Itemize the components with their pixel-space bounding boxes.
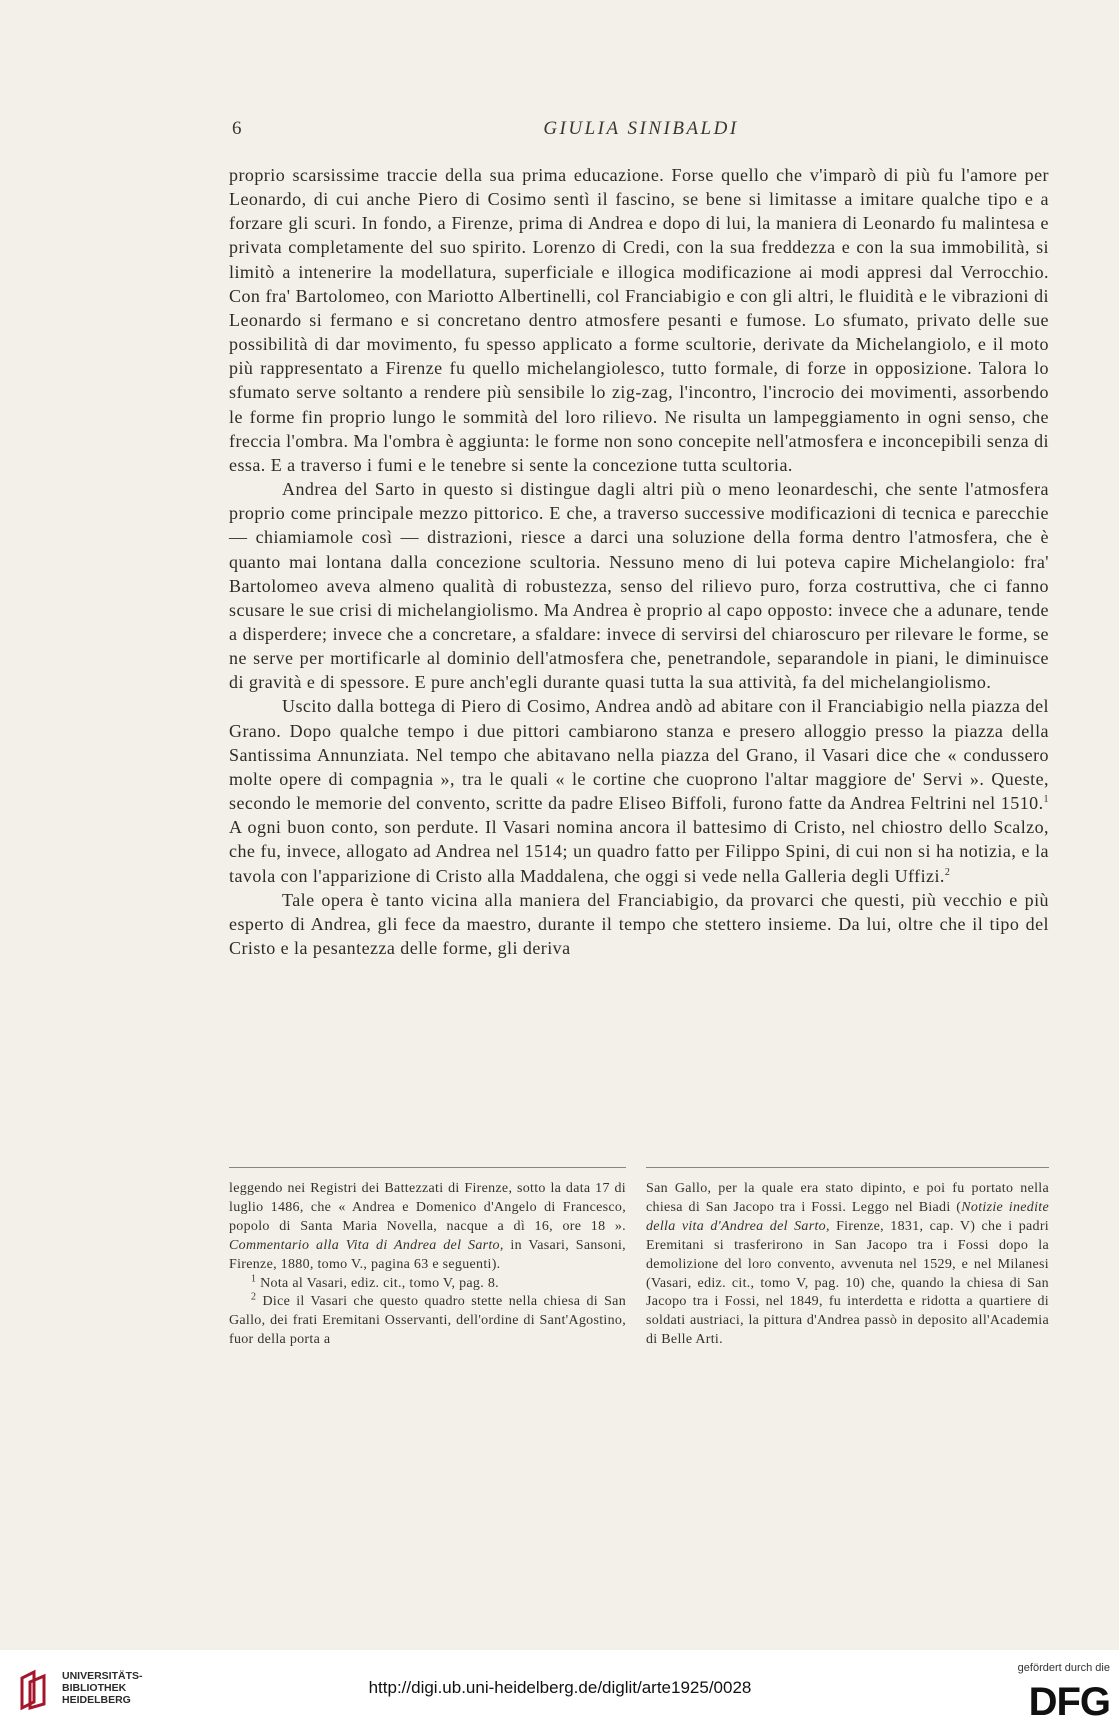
note-mark: 1 [1043,794,1049,806]
footnote-rule-right [646,1167,1049,1168]
footnote-rule-left [229,1167,626,1168]
paragraph: Andrea del Sarto in questo si distingue dagli altri più o meno leonardeschi, che sente l'atmosfera proprio come principale mezzo pittorico. E che, a traverso successive modificazioni di tecnica e parecchie — chiamiamole così — distrazioni, riesce a darci una soluzione della forma dentro l'atmosfera, che è quanto mai lontana dalla concezione scultoria. Nessuno meno di lui poteva capire Michelangiolo: fra' Bartolomeo aveva almeno qualità di robustezza, senso del rilievo puro, forza costruttiva, che ci fanno scusare le sue crisi di michelangiolismo. Ma Andrea è proprio al capo opposto: invece che a adunare, tende a disperdere; invece che a concretare, a sfaldare: invece di servirsi del chiaroscuro per rilevare le forme, se ne serve per mortificarle al dominio dell'atmosfera che, penetrandole, separandole in piani, le diminuisce di gravità e di spessore. E pure anch'egli durante quasi tutta la sua attività, fa del michelangiolismo. [229,479,1049,693]
paragraph: Tale opera è tanto vicina alla maniera del Franciabigio, da provarci che questi, più vecchio e più esperto di Andrea, gli fece da maestro, durante il tempo che stettero insieme. Da lui, oltre che il tipo del Cristo e la pesantezza delle forme, gli deriva [229,889,1049,958]
library-line: BIBLIOTHEK [62,1682,127,1694]
footnote-continuation [229,1180,626,1275]
main-text [229,163,1049,960]
footnotes-left-column [229,1180,626,1350]
footnotes-right-column [646,1180,1049,1350]
paragraph-text: A ogni buon conto, son perdute. Il Vasari nomina ancora il battesimo di Cristo, nel chiostro dello Scalzo, che fu, invece, allogato ad Andrea nel 1514; un quadro fatto per Filippo Spini, di cui non si ha notizia, e la tavola con l'apparizione di Cristo alla Maddalena, che oggi si vede nella Galleria degli Uffizi. [229,817,1049,886]
library-line: UNIVERSITÄTS- [62,1670,143,1682]
paragraph-text: Uscito dalla bottega di Piero di Cosimo, Andrea andò ad abitare con il Franciabigio nella piazza del Grano. Dopo qualche tempo i due pittori cambiarono stanza e presero alloggio presso la piazza della Santissima Annunziata. Nel tempo che abitavano nella piazza del Grano, il Vasari dice che « condussero molte opere di compagnia », tra le quali « le cortine che cuoprono l'altar maggiore de' Servi ». Queste, secondo le memorie del convento, scritte da padre Eliseo Biffoli, furono fatte da Andrea Feltrini nel 1510. [229,696,1049,814]
library-line: HEIDELBERG [62,1694,131,1706]
page-header [232,118,1050,148]
footnote-mark: 2 [251,1291,257,1303]
page-number: 6 [232,118,242,139]
footnote-text: San Gallo, per la quale era stato dipinto, e poi fu portato nella chiesa di San Jacopo tra i Fossi. Leggo nel Biadi ( [646,1181,1049,1215]
footnote-text: Nota al Vasari, ediz. cit., tomo V, pag. 8. [260,1275,499,1291]
permalink-url[interactable]: http://digi.ub.uni-heidelberg.de/diglit/arte1925/0028 [368,1678,752,1697]
footnote-mark: 1 [251,1272,257,1284]
footnote-1 [229,1272,626,1294]
footnote-text: leggendo nei Registri dei Battezzati di Firenze, sotto la data 17 di luglio 1486, che « Andrea e Domenico d'Angelo di Francesco, popolo di Santa Maria Novella, nacque a dì 16, ore 18 ». [229,1181,626,1234]
footnote-2 [229,1293,626,1350]
footnote-title: Notizie inedite della vita d'Andrea del Sarto, [646,1199,1049,1234]
funding-caption: gefördert durch die [1017,1662,1110,1674]
paragraph: proprio scarsissime traccie della sua prima educazione. Forse quello che v'imparò di più fu l'amore per Leonardo, di cui anche Piero di Cosimo sentì il fascino, se bene si limitasse a imitare qualche tipo e a forzare gli scuri. In fondo, a Firenze, prima di Andrea e dopo di lui, la maniera di Leonardo fu malintesa e privata completamente del suo spirito. Lorenzo di Credi, con la sua freddezza e con la sua immobilità, si limitò a intenerire la modellatura, superficiale e illogica modificazione ai modi appresi dal Verrocchio. Con fra' Bartolomeo, con Mariotto Albertinelli, col Franciabigio e con gli altri, le fluidità e le vibrazioni di Leonardo si fermano e si concretano dentro atmosfere pesanti e fumose. Lo sfumato, privato delle sue possibilità di dar movimento, fu spesso applicato a forme scultorie, derivate da Michelangiolo, e il moto più rappresentato a Firenze fu quello michelangiolesco, tutto formale, di forze in opposizione. Talora lo sfumato serve soltanto a rendere più sensibile lo zig-zag, l'incontro, l'incrocio dei movimenti, assorbendo le forme fin proprio lungo le sommità del loro rilievo. Ne risulta un lampeggiamento in ogni senso, che freccia l'ombra. Ma l'ombra è aggiunta: le forme non sono concepite nell'atmosfera e inconcepibili senza di essa. E a traverso i fumi e le tenebre si sente la concezione tutta scultoria. [229,165,1049,475]
university-library-name [62,1670,143,1706]
note-mark: 2 [944,866,951,878]
footnote-title: Commentario alla Vita di Andrea del Sarto, [229,1237,504,1253]
paragraph [229,694,1049,887]
footnote-text: in Vasari, Sansoni, Firenze, 1880, tomo V., pagina 63 e seguenti). [229,1237,626,1272]
footnote-text: Firenze, 1831, cap. V) che i padri Eremitani si trasferirono in San Jacopo tra i Fossi dopo la demolizione del loro convento, avvenuta nel 1529, e nel Milanesi (Vasari, ediz. cit., tomo V, pag. 10) che, quando la chiesa di San Jacopo tra i Fossi, nel 1849, fu interdetta e ridotta a quartiere di soldati austriaci, la pittura d'Andrea passò in deposito all'Academia di Belle Arti. [646,1218,1049,1348]
footnote-continuation [646,1180,1049,1350]
university-library-logo-icon [16,1668,56,1717]
dfg-logo-icon: DFG [1028,1680,1110,1724]
running-title: GIULIA SINIBALDI [543,118,739,139]
footnote-text: Dice il Vasari che questo quadro stette nella chiesa di San Gallo, dei frati Eremitani Osservanti, dell'ordine di Sant'Agostino, fuor della porta a [229,1294,626,1348]
